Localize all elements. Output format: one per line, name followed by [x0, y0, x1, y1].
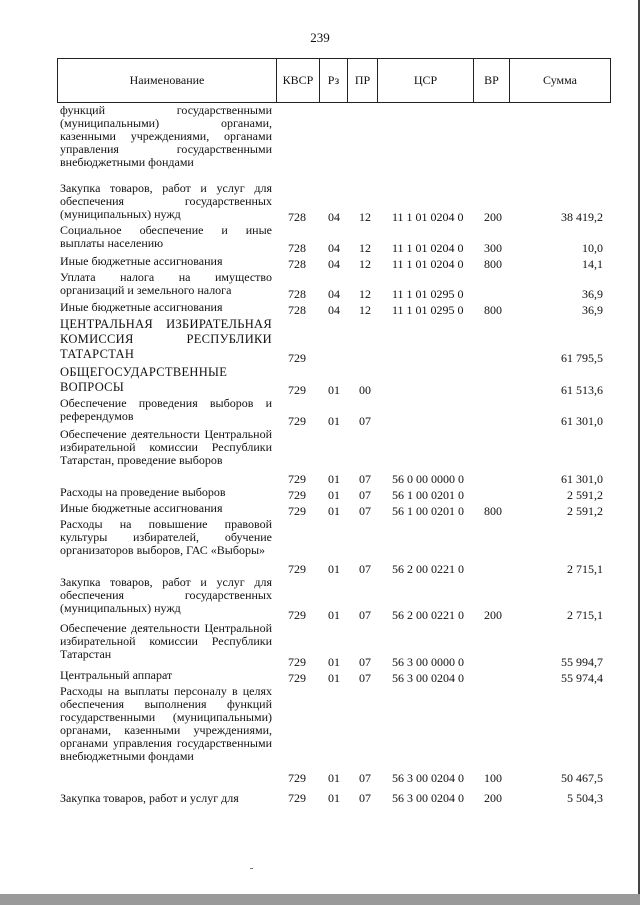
- row-kvsr: 728: [288, 210, 306, 224]
- row-kvsr: 729: [288, 671, 306, 685]
- row-pr: 12: [359, 241, 371, 255]
- row-vr: 800: [484, 257, 502, 271]
- header-kvsr: КВСР: [277, 59, 320, 102]
- row-rz: 04: [328, 287, 340, 301]
- row-name: Расходы на проведение выборов: [60, 485, 226, 499]
- row-rz: 01: [328, 383, 340, 397]
- row-kvsr: 729: [288, 504, 306, 518]
- row-kvsr: 729: [288, 414, 306, 428]
- row-csr: 56 2 00 0221 0: [392, 608, 464, 622]
- row-pr: 12: [359, 303, 371, 317]
- row-pr: 07: [359, 414, 371, 428]
- row-rz: 01: [328, 562, 340, 576]
- table-row: [0, 271, 640, 301]
- table-row: [0, 224, 640, 255]
- row-name: Уплата налога на имущество организаций и земельного налога: [60, 270, 272, 297]
- row-name: Закупка товаров, работ и услуг для обеспечения государственных (муниципальных) нужд: [60, 181, 272, 221]
- row-pr: 07: [359, 504, 371, 518]
- row-pr: 07: [359, 562, 371, 576]
- row-rz: 01: [328, 608, 340, 622]
- row-sum: 10,0: [582, 241, 603, 255]
- row-csr: 56 2 00 0221 0: [392, 562, 464, 576]
- row-csr: 11 1 01 0204 0: [392, 210, 464, 224]
- row-kvsr: 729: [288, 791, 306, 805]
- scan-mark: [250, 868, 253, 869]
- row-sum: 2 591,2: [567, 488, 603, 502]
- row-sum: 61 795,5: [561, 351, 603, 365]
- row-csr: 11 1 01 0204 0: [392, 257, 464, 271]
- row-kvsr: 729: [288, 562, 306, 576]
- row-name: ЦЕНТРАЛЬНАЯ ИЗБИРАТЕЛЬНАЯ КОМИССИЯ РЕСПУБЛИКИ ТАТАРСТАН: [60, 317, 272, 361]
- row-name: Расходы на выплаты персоналу в целях обеспечения выполнения функций государственными (муниципальными) органами, казенными учреждениями, органами управления государственными внебюджетными фондами: [60, 684, 272, 763]
- page-number: 239: [310, 30, 330, 45]
- row-vr: 800: [484, 504, 502, 518]
- row-name: Расходы на повышение правовой культуры избирателей, обучение организаторов выборов, ГАС «Выборы»: [60, 517, 272, 557]
- header-name: Наименование: [58, 59, 277, 102]
- row-name: Социальное обеспечение и иные выплаты населению: [60, 223, 272, 250]
- row-rz: 01: [328, 791, 340, 805]
- row-name: Центральный аппарат: [60, 668, 173, 682]
- row-rz: 01: [328, 414, 340, 428]
- row-name: Обеспечение деятельности Центральной избирательной комиссии Республики Татарстан, проведение выборов: [60, 427, 272, 467]
- row-vr: 200: [484, 210, 502, 224]
- row-pr: 07: [359, 771, 371, 785]
- table-row: [0, 397, 640, 428]
- row-sum: 38 419,2: [561, 210, 603, 224]
- table-header: [57, 58, 611, 103]
- row-vr: 100: [484, 771, 502, 785]
- row-pr: 07: [359, 608, 371, 622]
- row-csr: 56 1 00 0201 0: [392, 504, 464, 518]
- row-pr: 07: [359, 791, 371, 805]
- header-sum: Сумма: [543, 73, 577, 87]
- row-pr: 07: [359, 655, 371, 669]
- row-name: Закупка товаров, работ и услуг для: [60, 791, 239, 805]
- table-row: [0, 622, 640, 669]
- scan-edge-bottom: [0, 894, 640, 905]
- row-csr: 11 1 01 0295 0: [392, 303, 464, 317]
- row-kvsr: 729: [288, 608, 306, 622]
- row-kvsr: 728: [288, 241, 306, 255]
- row-csr: 56 0 00 0000 0: [392, 472, 464, 486]
- table-row: [0, 502, 640, 518]
- row-sum: 61 301,0: [561, 472, 603, 486]
- row-kvsr: 728: [288, 303, 306, 317]
- table-row: [0, 255, 640, 271]
- row-rz: 01: [328, 504, 340, 518]
- row-name: Иные бюджетные ассигнования: [60, 254, 223, 268]
- header-pr: ПР: [348, 59, 378, 102]
- row-pr: 07: [359, 472, 371, 486]
- header-vr: ВР: [474, 59, 510, 102]
- row-name: ОБЩЕГОСУДАРСТВЕННЫЕ ВОПРОСЫ: [60, 365, 228, 394]
- row-sum: 2 715,1: [567, 562, 603, 576]
- row-sum: 55 974,4: [561, 671, 603, 685]
- row-csr: 56 3 00 0000 0: [392, 655, 464, 669]
- table-row: [0, 365, 640, 397]
- table-row: [0, 576, 640, 622]
- row-kvsr: 729: [288, 488, 306, 502]
- row-kvsr: 729: [288, 472, 306, 486]
- row-name: Обеспечение проведения выборов и референдумов: [60, 396, 272, 423]
- row-csr: 56 3 00 0204 0: [392, 671, 464, 685]
- row-kvsr: 728: [288, 287, 306, 301]
- row-pr: 12: [359, 210, 371, 224]
- row-rz: 01: [328, 771, 340, 785]
- row-kvsr: 728: [288, 257, 306, 271]
- table-row: [0, 685, 640, 785]
- row-sum: 61 513,6: [561, 383, 603, 397]
- row-sum: 14,1: [582, 257, 603, 271]
- row-csr: 11 1 01 0204 0: [392, 241, 464, 255]
- header-rz: Рз: [320, 59, 348, 102]
- table-row: [0, 182, 640, 224]
- table-row: [0, 785, 640, 805]
- row-pr: 07: [359, 671, 371, 685]
- row-pr: 07: [359, 488, 371, 502]
- row-name: Иные бюджетные ассигнования: [60, 501, 223, 515]
- table-row: [0, 317, 640, 365]
- table-row: [0, 669, 640, 685]
- row-sum: 5 504,3: [567, 791, 603, 805]
- row-sum: 50 467,5: [561, 771, 603, 785]
- row-kvsr: 729: [288, 655, 306, 669]
- row-sum: 2 715,1: [567, 608, 603, 622]
- row-name: функций государственными (муниципальными) органами, казенными учреждениями, органами управления государственными внебюджетными фондами: [60, 103, 272, 169]
- row-rz: 01: [328, 655, 340, 669]
- row-rz: 04: [328, 303, 340, 317]
- row-csr: 56 3 00 0204 0: [392, 791, 464, 805]
- row-rz: 04: [328, 257, 340, 271]
- row-kvsr: 729: [288, 771, 306, 785]
- row-name: Обеспечение деятельности Центральной избирательной комиссии Республики Татарстан: [60, 621, 272, 661]
- row-kvsr: 729: [288, 383, 306, 397]
- row-rz: 01: [328, 472, 340, 486]
- row-csr: 11 1 01 0295 0: [392, 287, 464, 301]
- row-rz: 01: [328, 671, 340, 685]
- row-sum: 61 301,0: [561, 414, 603, 428]
- row-pr: 12: [359, 257, 371, 271]
- table-row: [0, 301, 640, 317]
- table-row: [0, 486, 640, 502]
- table-body: [0, 104, 640, 805]
- row-csr: 56 1 00 0201 0: [392, 488, 464, 502]
- row-kvsr: 729: [288, 351, 306, 365]
- row-sum: 2 591,2: [567, 504, 603, 518]
- row-sum: 36,9: [582, 287, 603, 301]
- row-pr: 12: [359, 287, 371, 301]
- table-row: [0, 104, 640, 182]
- row-vr: 200: [484, 608, 502, 622]
- row-pr: 00: [359, 383, 371, 397]
- table-row: [0, 518, 640, 576]
- row-name: Иные бюджетные ассигнования: [60, 300, 223, 314]
- row-vr: 800: [484, 303, 502, 317]
- table-row: [0, 428, 640, 486]
- row-csr: 56 3 00 0204 0: [392, 771, 464, 785]
- row-vr: 200: [484, 791, 502, 805]
- row-name: Закупка товаров, работ и услуг для обеспечения государственных (муниципальных) нужд: [60, 575, 272, 615]
- row-sum: 55 994,7: [561, 655, 603, 669]
- row-sum: 36,9: [582, 303, 603, 317]
- row-vr: 300: [484, 241, 502, 255]
- header-csr: ЦСР: [378, 59, 474, 102]
- row-rz: 04: [328, 241, 340, 255]
- row-rz: 01: [328, 488, 340, 502]
- row-rz: 04: [328, 210, 340, 224]
